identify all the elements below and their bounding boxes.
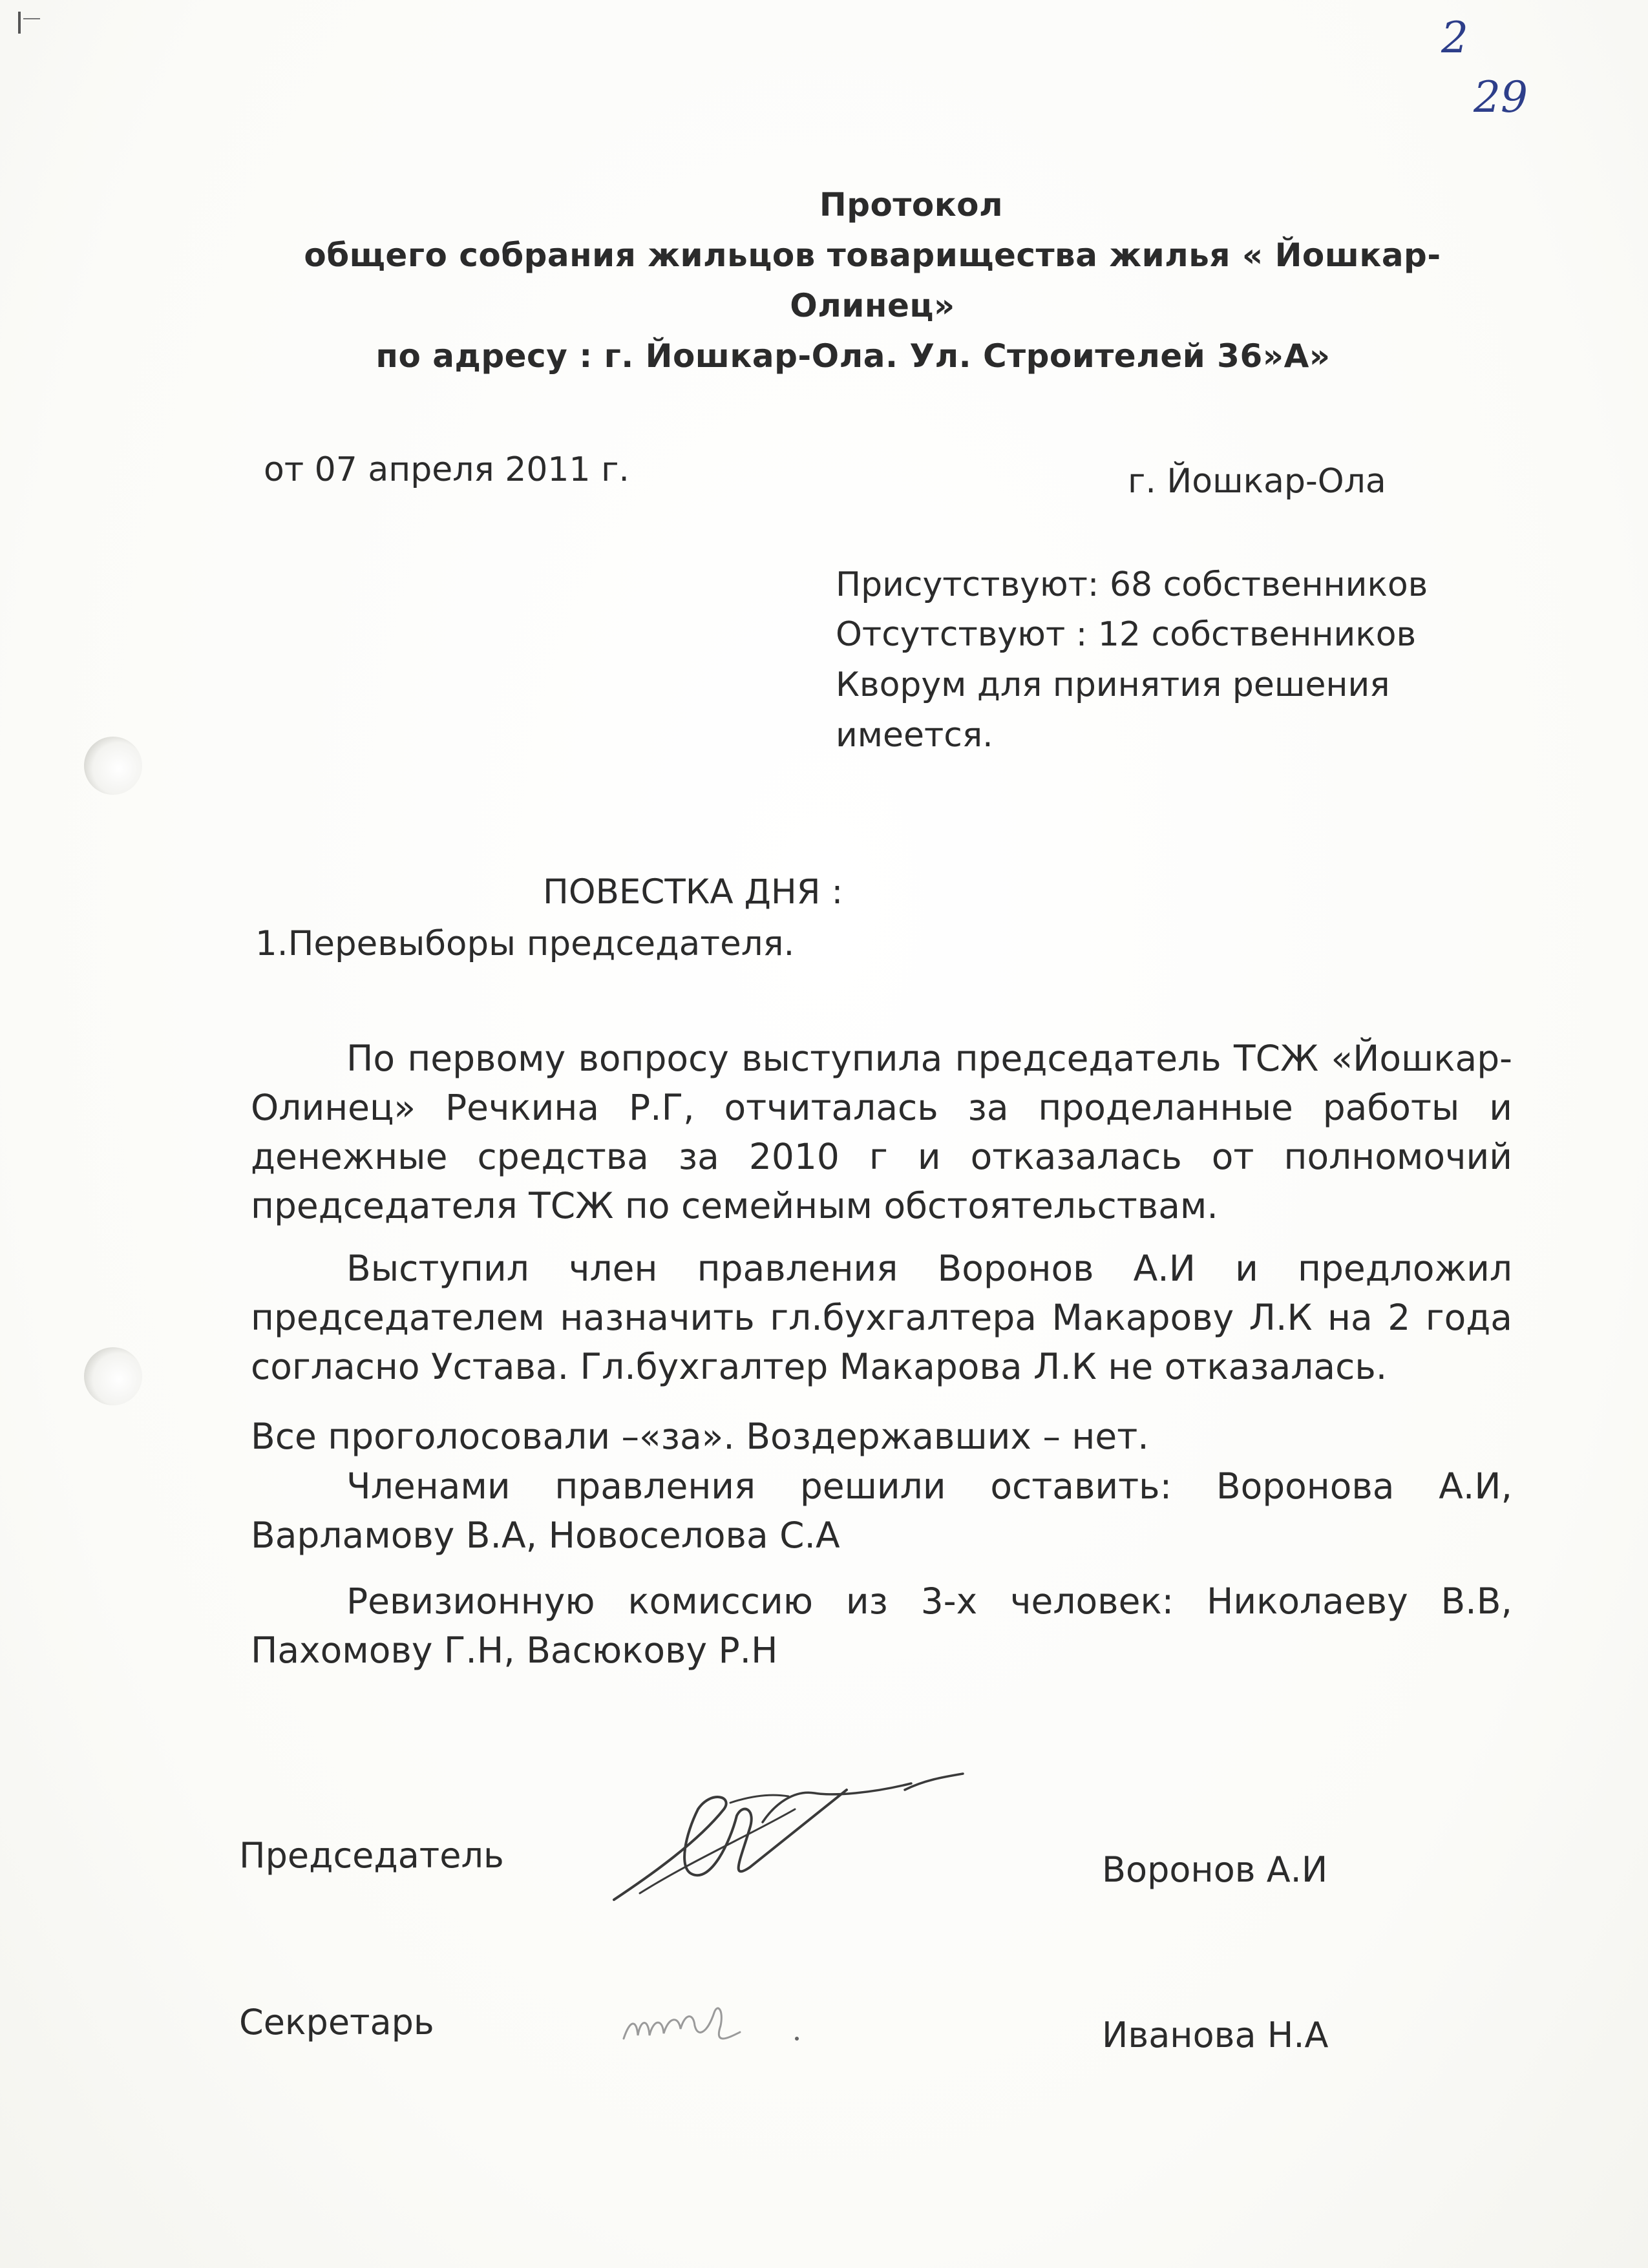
scan-edge-mark bbox=[18, 12, 21, 34]
paragraph-report bbox=[251, 1034, 1512, 1230]
agenda-heading: ПОВЕСТКА ДНЯ : bbox=[543, 872, 843, 912]
document-date: от 07 апреля 2011 г. bbox=[264, 450, 629, 489]
title-line-2: общего собрания жильцов товарищества жилья « Йошкар- bbox=[304, 236, 1441, 274]
paragraph-proposal-text: Выступил член правления Воронов А.И и предложил председателем назначить гл.бухгалтера Макарову Л.К на 2 года согласно Устава. Гл.бухгалтер Макарова Л.К не отказалась. bbox=[251, 1248, 1512, 1387]
paragraph-vote bbox=[251, 1412, 1512, 1461]
paragraph-board bbox=[251, 1462, 1512, 1560]
agenda-item-1: 1.Перевыборы председателя. bbox=[255, 924, 795, 963]
punch-hole-lower bbox=[84, 1347, 142, 1405]
chair-label: Председатель bbox=[239, 1835, 504, 1876]
punch-hole-upper bbox=[84, 737, 142, 795]
quorum-line-1: Кворум для принятия решения bbox=[836, 666, 1390, 704]
attendance-absent: Отсутствуют : 12 собственников bbox=[836, 615, 1417, 654]
quorum-line-2: имеется. bbox=[836, 716, 993, 755]
chair-name: Воронов А.И bbox=[1102, 1849, 1328, 1890]
secretary-name: Иванова Н.А bbox=[1102, 2015, 1329, 2055]
title-line-3: Олинец» bbox=[790, 287, 955, 324]
paragraph-audit bbox=[251, 1577, 1512, 1675]
document-title bbox=[246, 180, 1461, 381]
scan-edge-mark-dash bbox=[23, 18, 40, 19]
paragraph-proposal bbox=[251, 1244, 1512, 1391]
paragraph-audit-text: Ревизионную комиссию из 3-х человек: Николаеву В.В, Пахомову Г.Н, Васюкову Р.Н bbox=[251, 1580, 1512, 1671]
chair-signature bbox=[601, 1764, 989, 1913]
paragraph-report-text: По первому вопросу выступила председатель ТСЖ «Йошкар- Олинец» Речкина Р.Г, отчиталась за проделанные работы и денежные средства за 2010 г и отказалась от полномочий председателя ТСЖ по семейным обстоятельствам. bbox=[251, 1038, 1512, 1226]
secretary-signature bbox=[617, 1993, 811, 2052]
sheet-number-handwritten: 29 bbox=[1474, 72, 1528, 122]
attendance-present: Присутствуют: 68 собственников bbox=[836, 565, 1428, 604]
title-line-4: по адресу : г. Йошкар-Ола. Ул. Строителей 36»А» bbox=[375, 337, 1331, 375]
title-line-1: Протокол bbox=[819, 186, 1004, 224]
paragraph-vote-text: Все проголосовали –«за». Воздержавших – нет. bbox=[251, 1416, 1149, 1457]
secretary-label: Секретарь bbox=[239, 2002, 434, 2042]
page-number-handwritten: 2 bbox=[1441, 13, 1468, 63]
document-city: г. Йошкар-Ола bbox=[1128, 462, 1386, 501]
paragraph-board-text: Членами правления решили оставить: Воронова А.И, Варламову В.А, Новоселова С.А bbox=[251, 1465, 1512, 1556]
